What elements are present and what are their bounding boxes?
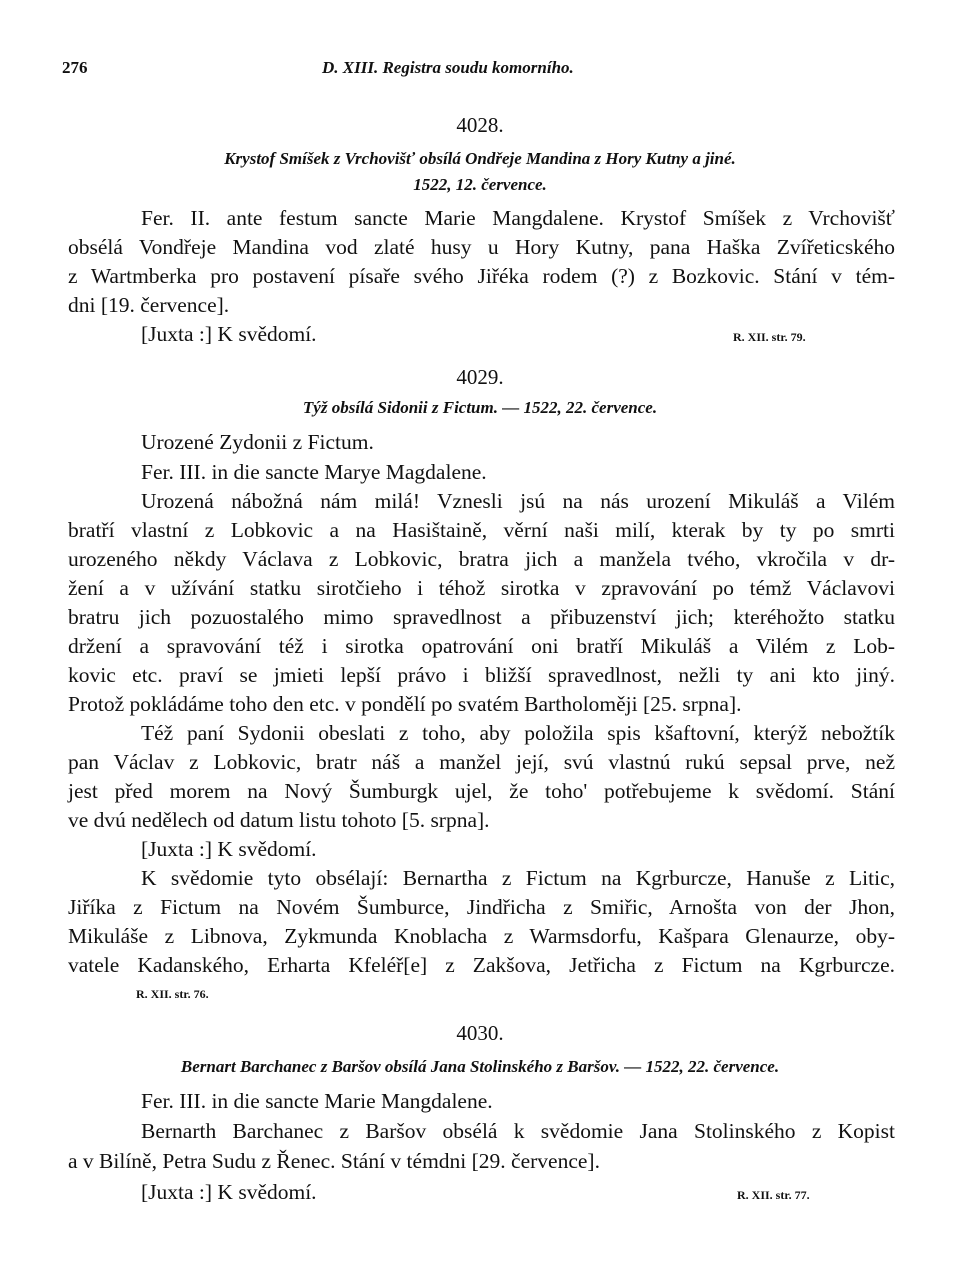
entry-number: 4030. bbox=[456, 1021, 504, 1045]
text-line: ve dvú nedělech od datum listu tohoto [5. srpna]. bbox=[68, 808, 490, 832]
text-line: Jiříka z Fictum na Novém Šumburce, Jindřicha z Smiřic, Arnošta von der Jhon, bbox=[68, 895, 895, 919]
text-line: bratru jich pozuostalého mimo spravedlnost a přibuzenství jich; kteréhožto statku bbox=[68, 605, 895, 629]
text-line: z Wartmberka pro postavení písaře svého Jiřéka rodem (?) z Bozkovic. Stání v tém- bbox=[68, 264, 895, 288]
text-line: Též paní Sydonii obeslati z toho, aby položila spis kšaftovní, kterýž nebožtík bbox=[141, 721, 895, 745]
register-reference: R. XII. str. 76. bbox=[136, 987, 209, 1001]
text-line: jest před morem na Nový Šumburgk ujel, že toho' potřebujeme k svědomí. Stání bbox=[68, 779, 895, 803]
entry-title: Krystof Smíšek z Vrchovišť obsílá Ondřeje Mandina z Hory Kutny a jiné. bbox=[224, 149, 736, 168]
running-title: D. XIII. Registra soudu komorního. bbox=[322, 58, 574, 77]
text-line: urozeného někdy Václava z Lobkovic, bratra jich a manžela tvého, vkročila v dr- bbox=[68, 547, 895, 571]
juxta-note: [Juxta :] K svědomí. bbox=[141, 1180, 317, 1204]
register-reference: R. XII. str. 79. bbox=[733, 330, 806, 344]
entry-title: Týž obsílá Sidonii z Fictum. — 1522, 22. července. bbox=[302, 398, 658, 417]
text-line: a v Bilíně, Petra Sudu z Řenec. Stání v témdni [29. července]. bbox=[68, 1149, 600, 1173]
text-line: kovic etc. praví se jmieti lepší právo i bližší spravedlnost, nežli ty ani kto jiný. bbox=[68, 663, 895, 687]
date-line: Fer. III. in die sancte Marie Mangdalene. bbox=[141, 1089, 493, 1113]
register-reference: R. XII. str. 77. bbox=[737, 1188, 810, 1202]
text-line: K svědomie tyto obsélají: Bernartha z Fictum na Kgrburcze, Hanuše z Litic, bbox=[141, 866, 895, 890]
text-line: držení a spravování též i sirotka opatrování oni bratří Mikuláš a Vilém z Lob- bbox=[68, 634, 895, 658]
text-line: Protož pokládáme toho den etc. v pondělí po svatém Bartholoměji [25. srpna]. bbox=[68, 692, 742, 716]
page-number: 276 bbox=[62, 58, 88, 77]
entry-title: Bernart Barchanec z Baršov obsílá Jana Stolinského z Baršov. — 1522, 22. července. bbox=[180, 1057, 780, 1076]
text-line: bratří vlastní z Lobkovic a na Hasištaině, věrní naši milí, kterak by ty po smrti bbox=[68, 518, 895, 542]
text-line: vatele Kadanského, Erharta Kfeléř[e] z Zakšova, Jetřicha z Fictum na Kgrburcze. bbox=[68, 953, 895, 977]
entry-number: 4029. bbox=[456, 365, 504, 389]
juxta-note: [Juxta :] K svědomí. bbox=[141, 837, 317, 861]
entry-date: 1522, 12. července. bbox=[413, 175, 547, 194]
entry-number: 4028. bbox=[456, 113, 504, 137]
text-line: obsélá Vondřeje Mandina vod zlaté husy u Hory Kutny, pana Haška Zvířeticského bbox=[68, 235, 895, 259]
text-line: pan Václav z Lobkovic, bratr náš a manžel její, svú vlastnú rukú sepsal prve, než bbox=[68, 750, 895, 774]
text-line: Fer. II. ante festum sancte Marie Mangdalene. Krystof Smíšek z Vrchovišť bbox=[141, 206, 895, 230]
text-line: dni [19. července]. bbox=[68, 293, 230, 317]
text-line: Urozená nábožná nám milá! Vznesli jsú na nás urození Mikuláš a Vilém bbox=[141, 489, 895, 513]
text-line: žení a v užívání statku sirotčieho i téhož sirotka v zpravování po témž Václavovi bbox=[68, 576, 895, 600]
address-line: Urozené Zydonii z Fictum. bbox=[141, 430, 374, 454]
date-line: Fer. III. in die sancte Marye Magdalene. bbox=[141, 460, 487, 484]
text-line: Bernarth Barchanec z Baršov obsélá k svědomie Jana Stolinského z Kopist bbox=[141, 1119, 895, 1143]
juxta-note: [Juxta :] K svědomí. bbox=[141, 322, 317, 346]
text-line: Mikuláše z Libnova, Zykmunda Knoblacha z Warmsdorfu, Kašpara Glenaurze, oby- bbox=[68, 924, 895, 948]
